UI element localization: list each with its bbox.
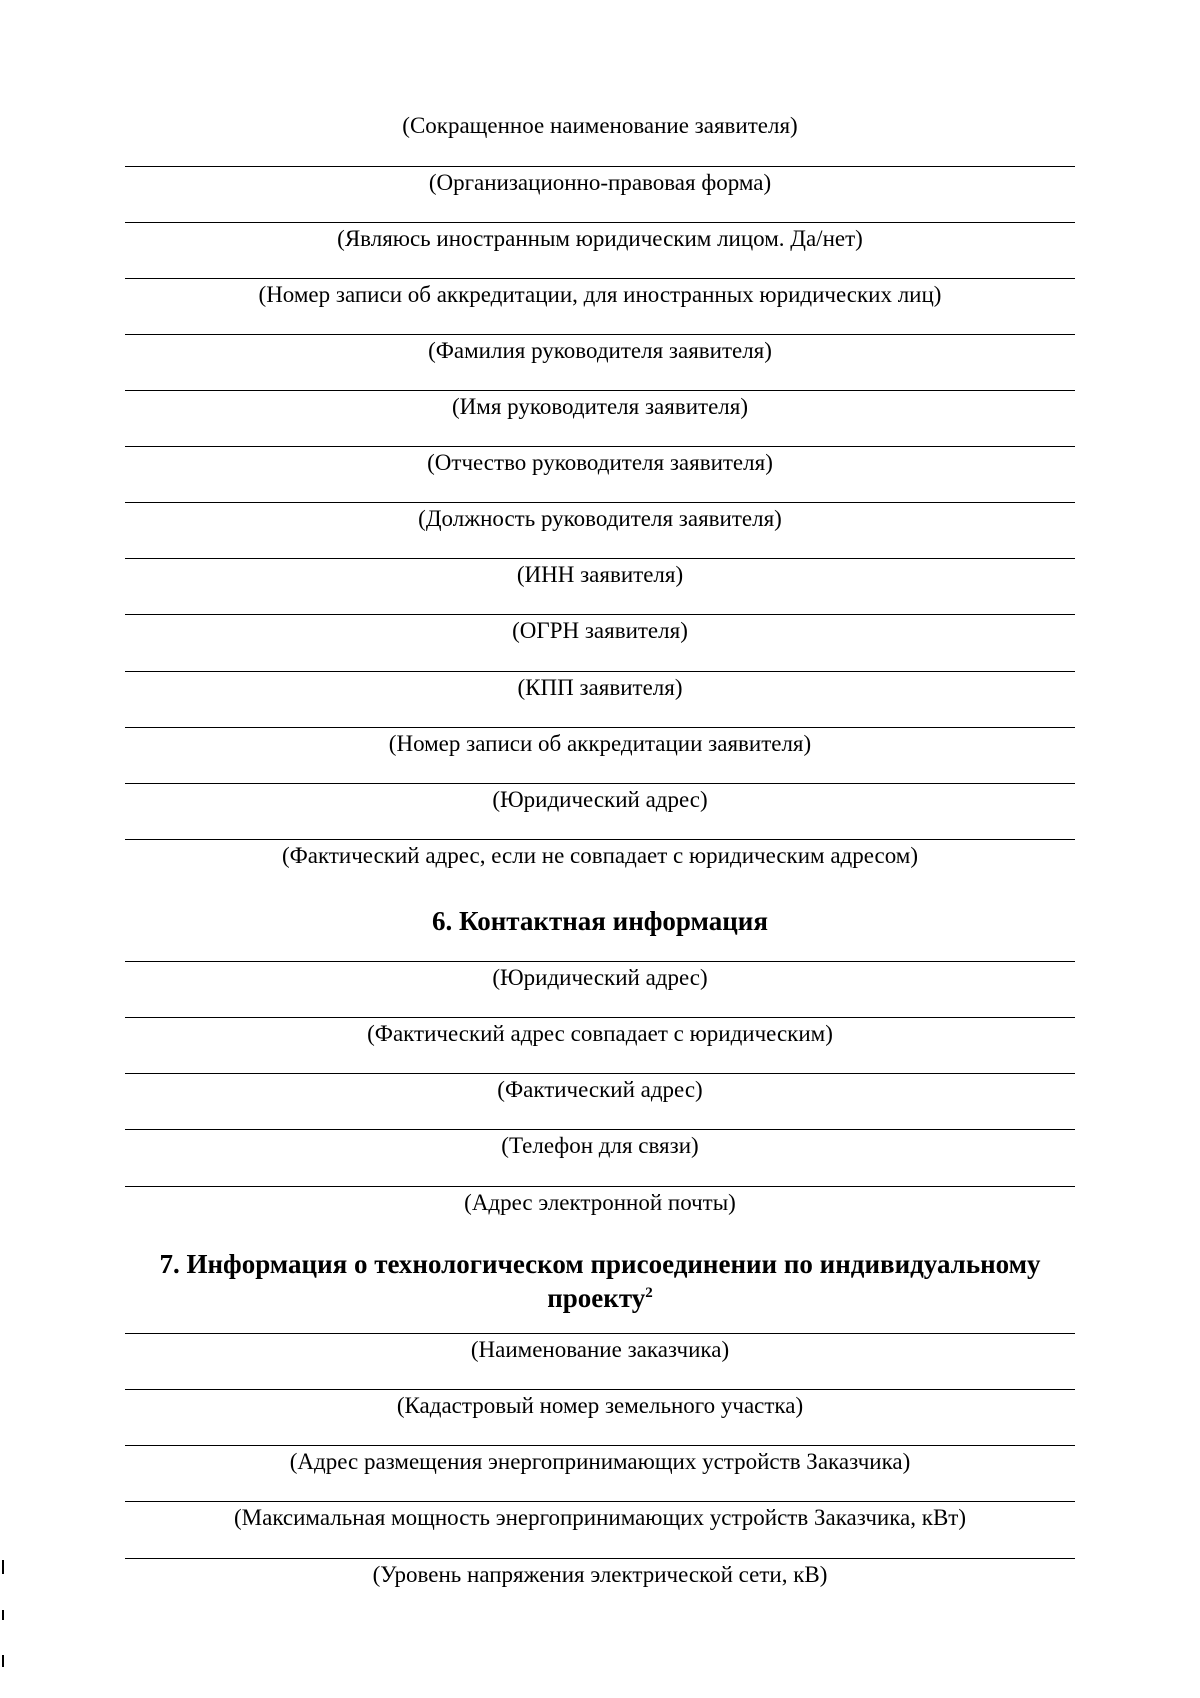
- field-line: [125, 446, 1075, 447]
- field-line: [125, 961, 1075, 962]
- field-caption: (Организационно-правовая форма): [428, 170, 772, 195]
- field-line: [125, 671, 1075, 672]
- field-caption: (Фактический адрес): [497, 1077, 703, 1102]
- field-line: [125, 502, 1075, 503]
- field-caption: (Уровень напряжения электрической сети, кВ): [372, 1562, 828, 1587]
- field-caption: (ОГРН заявителя): [512, 618, 688, 643]
- field-line: [125, 839, 1075, 840]
- scan-artifact: [2, 1655, 4, 1667]
- section-6-title: 6. Контактная информация: [432, 906, 768, 936]
- field-caption: (Имя руководителя заявителя): [452, 394, 748, 419]
- field-caption: (Номер записи об аккредитации, для иностранных юридических лиц): [258, 282, 942, 307]
- field-caption: (Сокращенное наименование заявителя): [402, 113, 798, 138]
- field-caption: (Кадастровый номер земельного участка): [396, 1393, 804, 1418]
- field-line: [125, 1445, 1075, 1446]
- field-line: [125, 1501, 1075, 1502]
- field-caption: (Должность руководителя заявителя): [418, 506, 782, 531]
- field-caption: (Номер записи об аккредитации заявителя): [388, 731, 812, 756]
- field-line: [125, 278, 1075, 279]
- field-line: [125, 1017, 1075, 1018]
- field-line: [125, 1073, 1075, 1074]
- field-line: [125, 783, 1075, 784]
- field-line: [125, 222, 1075, 223]
- field-caption: (Юридический адрес): [492, 965, 708, 990]
- field-caption: (ИНН заявителя): [516, 562, 684, 587]
- field-line: [125, 1389, 1075, 1390]
- field-caption: (Максимальная мощность энергопринимающих устройств Заказчика, кВт): [234, 1505, 966, 1530]
- field-caption: (Наименование заказчика): [470, 1337, 730, 1362]
- field-line: [125, 166, 1075, 167]
- field-caption: (Фамилия руководителя заявителя): [428, 338, 772, 363]
- field-caption: (Являюсь иностранным юридическим лицом. Да/нет): [337, 226, 863, 251]
- field-line: [125, 390, 1075, 391]
- field-caption: (Телефон для связи): [501, 1133, 699, 1158]
- field-caption: (Отчество руководителя заявителя): [427, 450, 773, 475]
- footnote-mark: 2: [645, 1285, 653, 1301]
- field-caption: (Адрес размещения энергопринимающих устройств Заказчика): [289, 1449, 911, 1474]
- field-line: [125, 334, 1075, 335]
- field-line: [125, 558, 1075, 559]
- field-line: [125, 1558, 1075, 1559]
- field-line: [125, 1129, 1075, 1130]
- field-caption: (Фактический адрес совпадает с юридическим): [367, 1021, 833, 1046]
- scan-artifact: [2, 1560, 4, 1574]
- field-caption: (КПП заявителя): [517, 675, 683, 700]
- field-line: [125, 1186, 1075, 1187]
- field-caption: (Адрес электронной почты): [464, 1190, 736, 1215]
- section-7-title: [125, 1247, 1075, 1315]
- field-caption: (Юридический адрес): [492, 787, 708, 812]
- field-line: [125, 727, 1075, 728]
- scan-artifact: [2, 1610, 4, 1620]
- field-line: [125, 1333, 1075, 1334]
- section-7-title-text: 7. Информация о технологическом присоединении по индивидуальному проекту: [159, 1249, 1041, 1313]
- field-caption: (Фактический адрес, если не совпадает с юридическим адресом): [281, 843, 919, 868]
- field-line: [125, 614, 1075, 615]
